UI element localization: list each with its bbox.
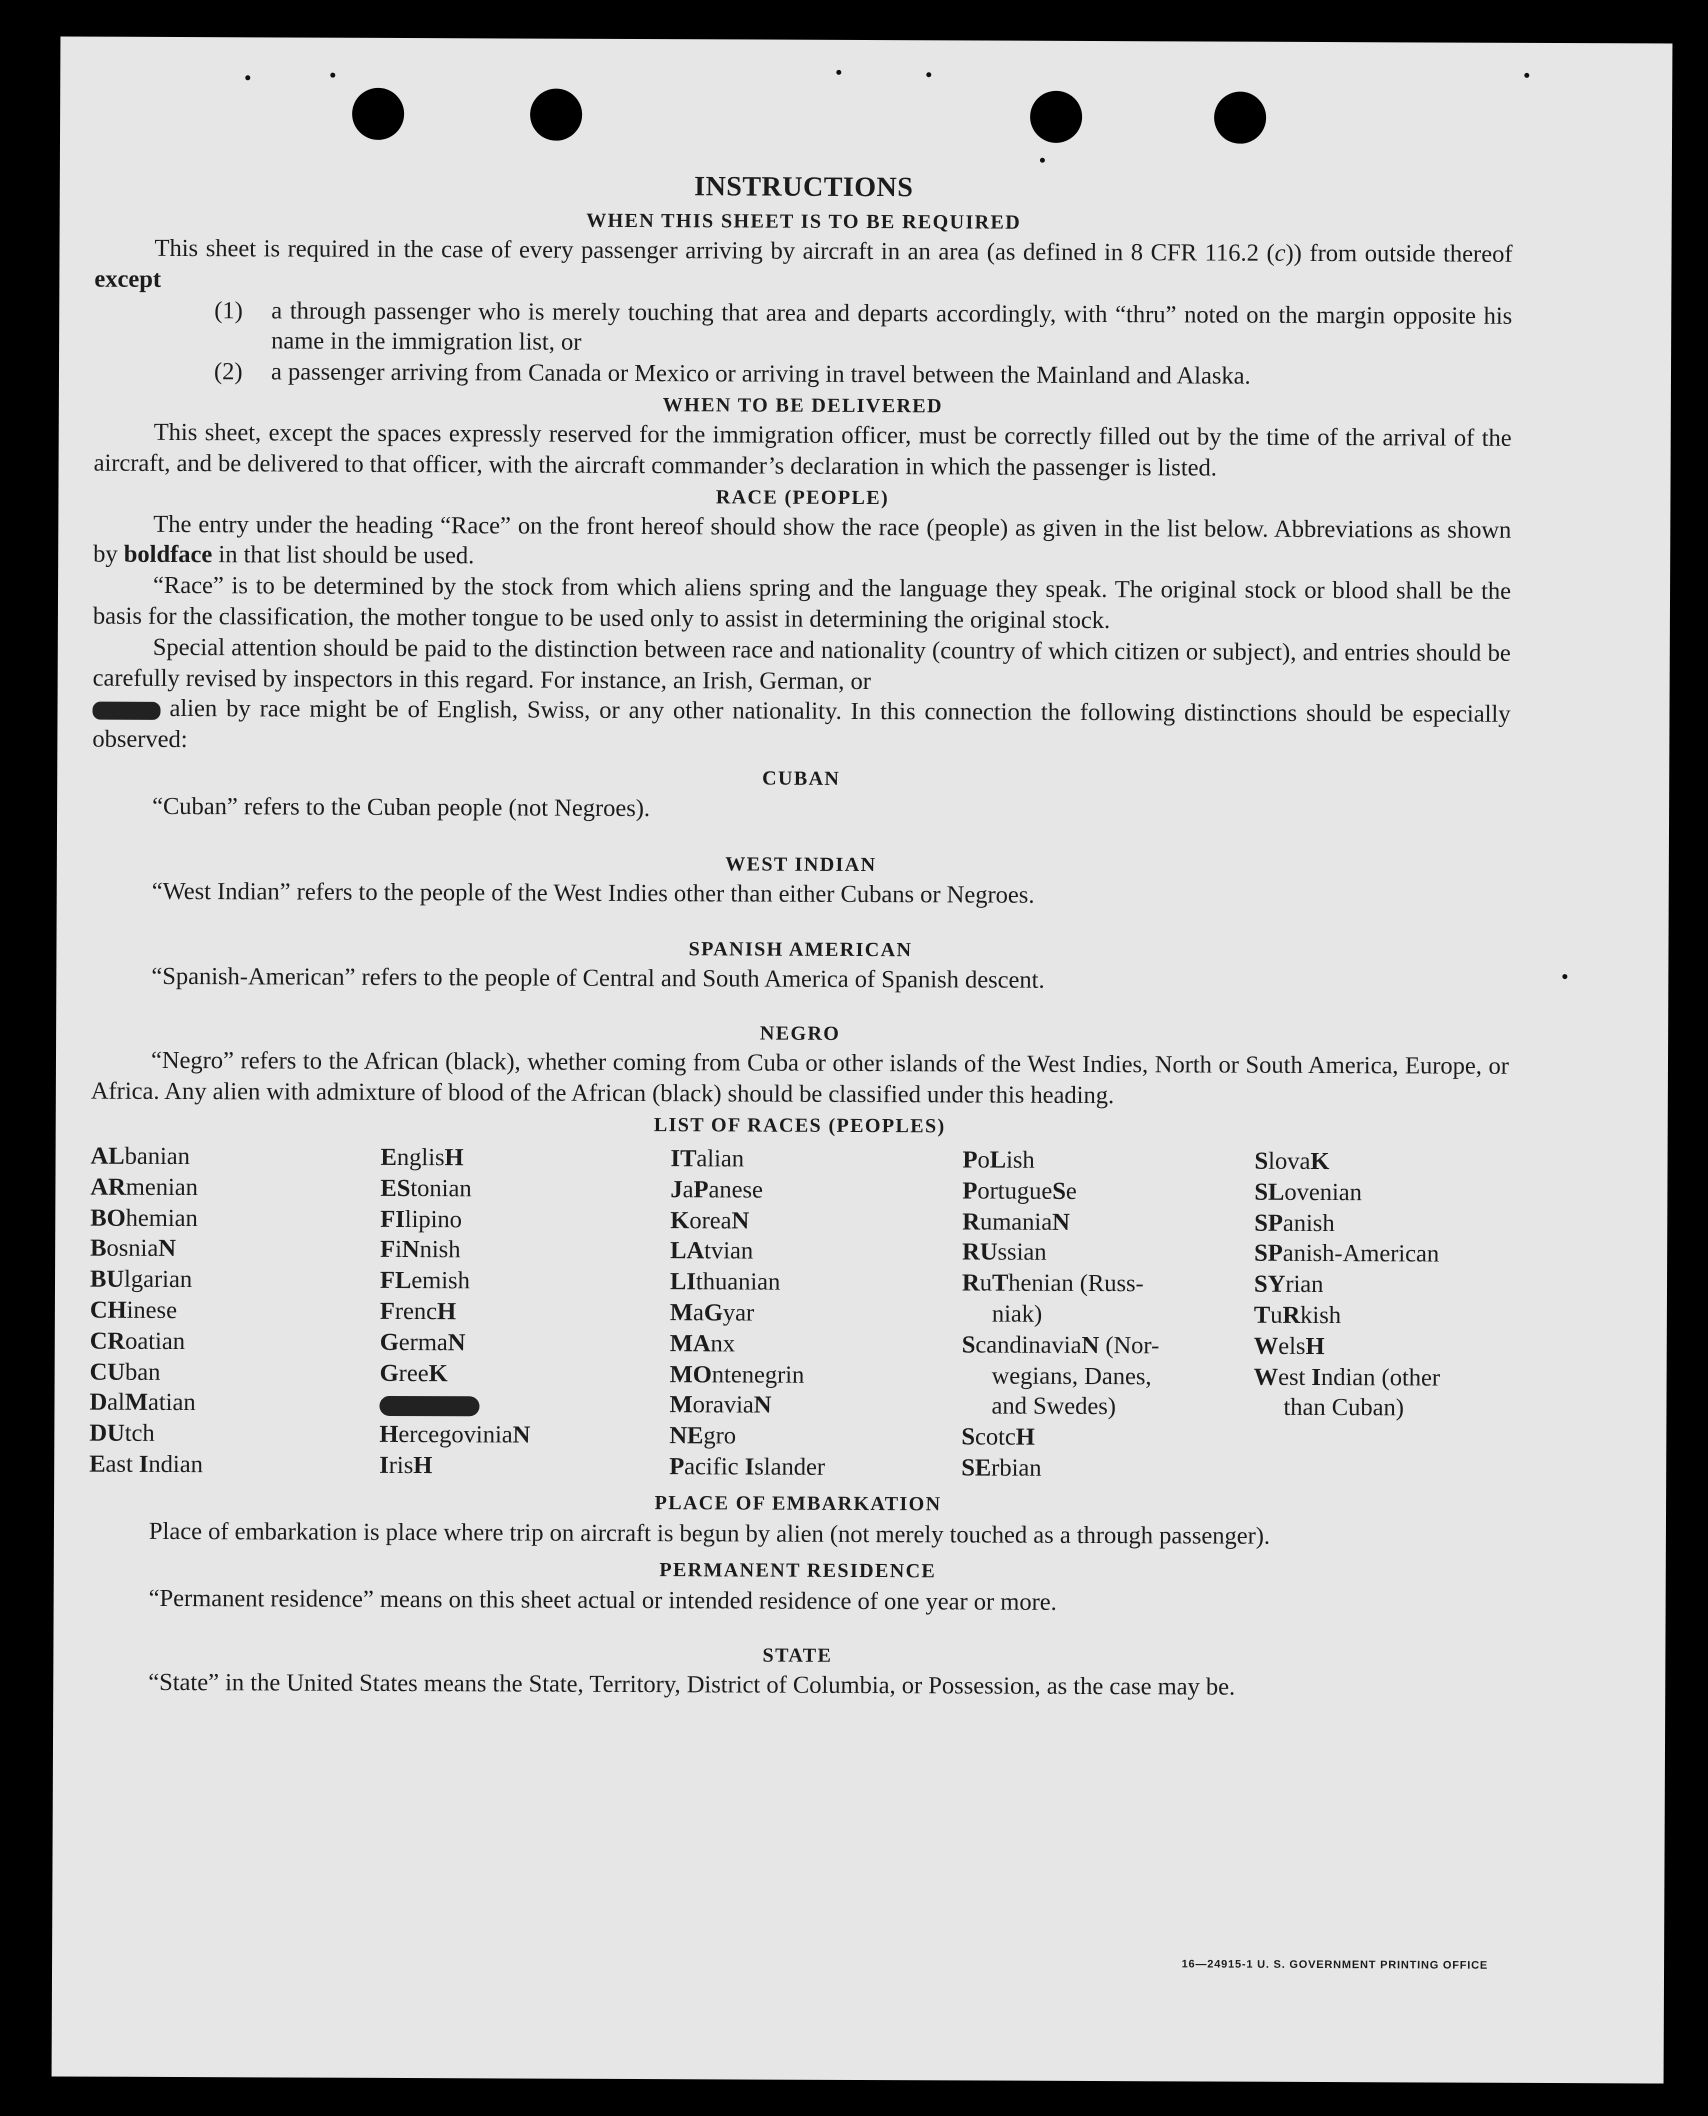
section-heading: PERMANENT RESIDENCE — [659, 1558, 937, 1582]
section-heading: SPANISH AMERICAN — [688, 937, 913, 961]
race-item: BOhemian — [90, 1204, 198, 1232]
speck — [836, 70, 841, 75]
speck — [330, 73, 335, 78]
race-item: WelsH — [1253, 1332, 1325, 1360]
definition-text: “Cuban” refers to the Cuban people (not Negroes). — [152, 792, 651, 823]
section-heading: WHEN THIS SHEET IS TO BE REQUIRED — [586, 209, 1022, 234]
race-item: PoLish — [962, 1146, 1035, 1174]
race-item: MOntenegrin — [669, 1360, 805, 1389]
section-heading: LIST OF RACES (PEOPLES) — [653, 1114, 946, 1138]
definition-text: “Spanish-American” refers to the people of Central and South America of Spanish descent. — [151, 962, 1045, 994]
race-item: SlovaK — [1254, 1147, 1330, 1175]
definition-text: “West Indian” refers to the people of the West Indies other than either Cubans or Negroes. — [151, 877, 1035, 909]
race-item: MaGyar — [669, 1299, 755, 1327]
race-item: IrisH — [379, 1451, 433, 1480]
paragraph: The entry under the heading “Race” on the front hereof should show the race (people) as given in the list below. Abbreviations as shown by boldface in that list should be used. — [93, 510, 1512, 570]
document-page — [52, 36, 1673, 2083]
speck — [245, 75, 250, 80]
race-item: and Swedes) — [991, 1392, 1117, 1421]
paragraph: Special attention should be paid to the distinction between race and nationality (country of which citizen or subject), and entries should be carefully revised by inspectors in this regard. For instance, an Irish, German, or alien by race might be of English, Swiss, or any other nationality. In this connection the following distinctions should be especially observed: — [92, 633, 1511, 754]
race-item: MAnx — [669, 1329, 736, 1358]
race-column — [1253, 1147, 1508, 1487]
page-title: INSTRUCTIONS — [694, 171, 914, 204]
definition-text: Place of embarkation is place where trip on aircraft is begun by alien (not merely touched as a through passenger). — [148, 1517, 1271, 1550]
punch-hole — [1030, 91, 1082, 143]
speck — [1562, 974, 1567, 979]
race-item: SLovenian — [1254, 1178, 1363, 1206]
race-item: KoreaN — [670, 1206, 750, 1235]
race-item: FLemish — [379, 1267, 470, 1295]
race-item: SErbian — [961, 1454, 1042, 1482]
race-item: Pacific Islander — [669, 1453, 826, 1481]
speck — [1524, 73, 1529, 78]
definition-text: “State” in the United States means the State, Territory, District of Columbia, or Possession, as the case may be. — [148, 1669, 1236, 1701]
section-heading: NEGRO — [759, 1022, 841, 1046]
race-item: LAtvian — [670, 1237, 754, 1265]
instructions-content — [88, 166, 1513, 1705]
race-item: ITalian — [670, 1145, 745, 1173]
paragraph: This sheet, except the spaces expressly reserved for the immigration officer, must be correctly filled out by the time of the arrival of the aircraft, and be delivered to that officer, with the aircraft commander’s declaration in which the passenger is listed. — [93, 418, 1512, 482]
speck — [926, 72, 931, 77]
race-item: SPanish — [1254, 1209, 1335, 1237]
race-item: than Cuban) — [1283, 1394, 1404, 1422]
race-item: RuThenian (Russ- — [961, 1269, 1144, 1298]
race-item: GermaN — [379, 1328, 466, 1356]
race-item: ALbanian — [90, 1142, 190, 1171]
section-heading: PLACE OF EMBARKATION — [654, 1491, 942, 1516]
race-column — [961, 1145, 1254, 1485]
race-item: JaPanese — [670, 1175, 764, 1204]
race-item: FrencH — [379, 1297, 457, 1326]
section-heading: CUBAN — [762, 767, 841, 790]
race-item: SPanish-American — [1254, 1240, 1440, 1268]
definition-text: “Permanent residence” means on this sheet actual or intended residence of one year or more. — [148, 1584, 1057, 1616]
race-list — [89, 1142, 1508, 1487]
race-item: TuRkish — [1253, 1301, 1342, 1330]
race-item: RUssian — [962, 1238, 1047, 1267]
list-item: (1) a through passenger who is merely touching that area and departs accordingly, with “thru” noted on the margin opposite his name in the immigration list, or — [214, 296, 1513, 357]
race-item: GreeK — [379, 1359, 448, 1387]
paragraph: This sheet is required in the case of every passenger arriving by aircraft in an area (as defined in 8 CFR 116.2 (c)) from outside thereof except — [94, 234, 1513, 293]
race-item: BUlgarian — [89, 1265, 193, 1294]
race-item: ARmenian — [90, 1173, 199, 1201]
race-item: FIlipino — [380, 1205, 463, 1233]
section-heading: WEST INDIAN — [725, 853, 877, 876]
race-item: PortugueSe — [962, 1177, 1077, 1205]
race-item — [379, 1389, 669, 1421]
race-item: FiNnish — [380, 1236, 461, 1264]
race-item: HercegoviniaN — [379, 1421, 531, 1449]
speck — [1040, 158, 1045, 163]
race-item: EStonian — [380, 1174, 472, 1203]
punch-hole — [1214, 92, 1266, 144]
redaction-mark — [379, 1396, 479, 1416]
race-item: West Indian (other — [1253, 1363, 1441, 1392]
race-item: SYrian — [1253, 1270, 1324, 1299]
race-item: East Indian — [89, 1450, 203, 1479]
race-item: EnglisH — [380, 1143, 464, 1172]
race-column — [379, 1143, 670, 1483]
race-item: CRoatian — [89, 1327, 186, 1355]
definition-text: “Negro” refers to the African (black), whether coming from Cuba or other islands of the West Indies, North or South America, Europe, or Africa. Any alien with admixture of blood of the African (black) should be classified under this heading. — [90, 1047, 1510, 1110]
race-item: NEgro — [669, 1422, 737, 1450]
race-item: wegians, Danes, — [991, 1362, 1152, 1390]
section-heading: RACE (PEOPLE) — [715, 485, 890, 509]
punch-hole — [352, 88, 404, 140]
race-item: MoraviaN — [669, 1391, 772, 1419]
race-item: DalMatian — [89, 1388, 196, 1417]
punch-hole — [530, 89, 582, 141]
list-item: (2) a passenger arriving from Canada or Mexico or arriving in travel between the Mainland and Alaska. — [213, 358, 1251, 390]
paragraph: “Race” is to be determined by the stock from which aliens spring and the language they speak. The original stock or blood shall be the basis for the classification, the mother tongue to be used only to assist in determining the original stock. — [92, 572, 1512, 635]
race-item: LIthuanian — [669, 1268, 781, 1296]
race-column — [89, 1142, 380, 1482]
race-item: ScandinaviaN (Nor- — [961, 1331, 1160, 1360]
redaction-mark — [92, 701, 160, 719]
race-item: CUban — [89, 1358, 161, 1386]
race-item: RumaniaN — [962, 1207, 1070, 1236]
printer-footnote: 16—24915-1 U. S. GOVERNMENT PRINTING OFFICE — [1181, 1958, 1489, 1972]
race-item: DUtch — [89, 1419, 155, 1448]
race-column — [669, 1144, 962, 1484]
section-heading: STATE — [762, 1644, 833, 1668]
race-item: ScotcH — [961, 1423, 1035, 1451]
race-item: niak) — [991, 1300, 1043, 1328]
race-item: CHinese — [89, 1296, 178, 1324]
section-heading: WHEN TO BE DELIVERED — [662, 394, 943, 418]
race-item: BosniaN — [90, 1234, 176, 1263]
